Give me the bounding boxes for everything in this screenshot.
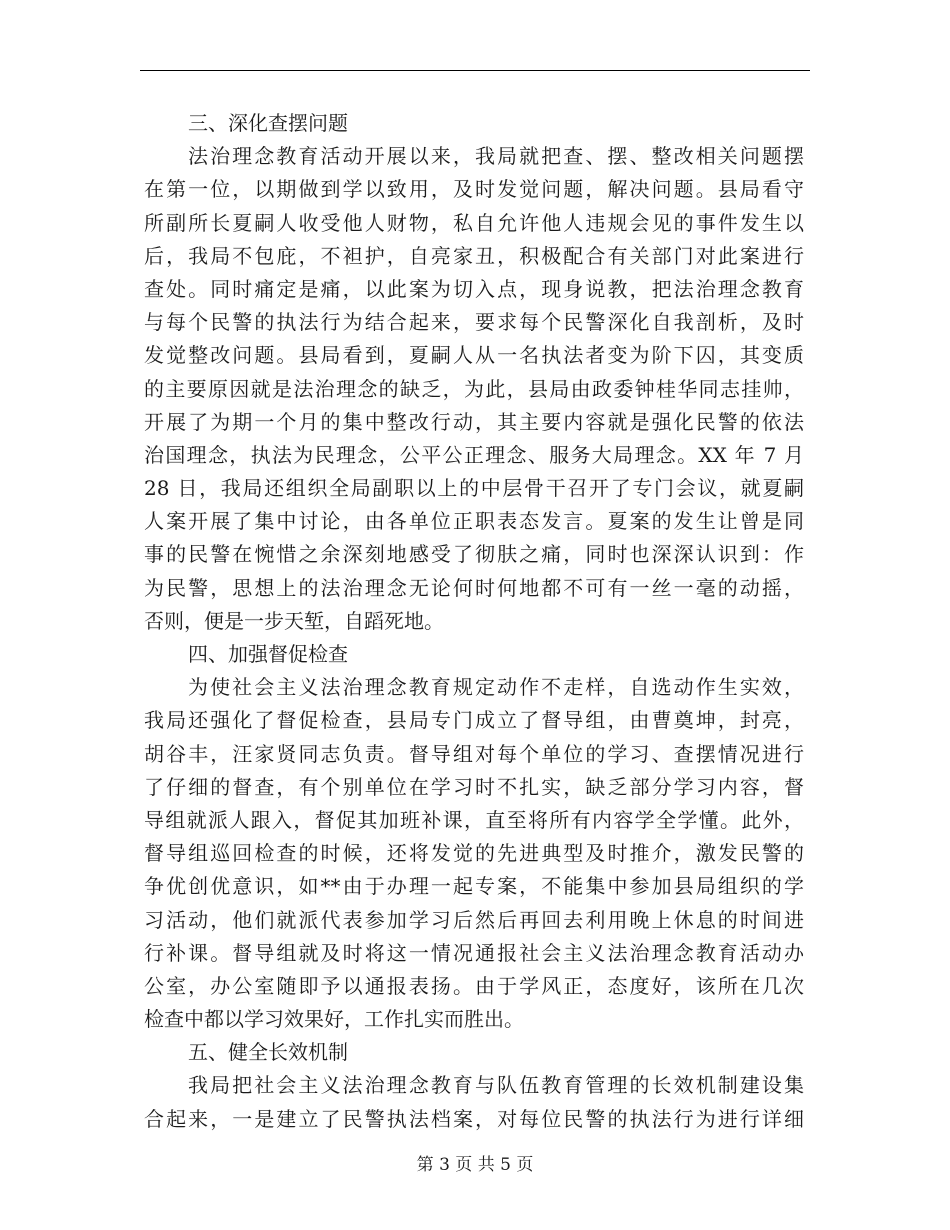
paragraph-line: 后，我局不包庇，不袒护，自亮家丑，积极配合有关部门对此案进行 bbox=[144, 243, 804, 268]
paragraph-line: 开展了为期一个月的集中整改行动，其主要内容就是强化民警的依法 bbox=[144, 409, 804, 434]
header-rule bbox=[140, 70, 810, 71]
paragraph-line: 了仔细的督查，有个别单位在学习时不扎实，缺乏部分学习内容，督 bbox=[144, 774, 804, 799]
section-heading: 四、加强督促检查 bbox=[188, 642, 348, 666]
paragraph-line: 为民警，思想上的法治理念无论何时何地都不可有一丝一毫的动摇， bbox=[144, 575, 804, 600]
paragraph-line: 事的民警在惋惜之余深刻地感受了彻肤之痛，同时也深深认识到：作 bbox=[144, 542, 804, 567]
paragraph-line: 导组就派人跟入，督促其加班补课，直至将所有内容学全学懂。此外， bbox=[144, 807, 804, 832]
paragraph-line: 争优创优意识，如**由于办理一起专案，不能集中参加县局组织的学 bbox=[144, 874, 804, 899]
section-heading: 五、健全长效机制 bbox=[188, 1040, 348, 1065]
paragraph-line: 查处。同时痛定是痛，以此案为切入点，现身说教，把法治理念教育 bbox=[144, 276, 804, 301]
paragraph-line: 为使社会主义法治理念教育规定动作不走样，自选动作生实效， bbox=[188, 675, 804, 700]
paragraph-line: 所副所长夏嗣人收受他人财物，私自允许他人违规会见的事件发生以 bbox=[144, 210, 804, 235]
paragraph-line: 合起来，一是建立了民警执法档案，对每位民警的执法行为进行详细 bbox=[144, 1106, 804, 1131]
paragraph-line: 的主要原因就是法治理念的缺乏，为此，县局由政委钟桂华同志挂帅， bbox=[144, 376, 804, 401]
page-footer: 第 3 页 共 5 页 bbox=[416, 1155, 534, 1175]
paragraph-line: 与每个民警的执法行为结合起来，要求每个民警深化自我剖析，及时 bbox=[144, 310, 804, 335]
paragraph-line: 检查中都以学习效果好，工作扎实而胜出。 bbox=[144, 1007, 524, 1032]
paragraph-line: 人案开展了集中讨论，由各单位正职表态发言。夏案的发生让曾是同 bbox=[144, 509, 804, 534]
paragraph-line: 在第一位，以期做到学以致用，及时发觉问题，解决问题。县局看守 bbox=[144, 177, 804, 202]
paragraph-line: 胡谷丰，汪家贤同志负责。督导组对每个单位的学习、查摆情况进行 bbox=[144, 741, 804, 766]
paragraph-line: 行补课。督导组就及时将这一情况通报社会主义法治理念教育活动办 bbox=[144, 940, 804, 965]
document-body bbox=[144, 107, 804, 1136]
section-heading: 三、深化查摆问题 bbox=[188, 111, 348, 135]
paragraph-line: 28 日，我局还组织全局副职以上的中层骨干召开了专门会议，就夏嗣 bbox=[144, 476, 804, 501]
paragraph-line: 我局还强化了督促检查，县局专门成立了督导组，由曹奠坤，封亮， bbox=[144, 708, 804, 733]
paragraph-line: 习活动，他们就派代表参加学习后然后再回去利用晚上休息的时间进 bbox=[144, 907, 804, 932]
paragraph-line: 治国理念，执法为民理念，公平公正理念、服务大局理念。XX 年 7 月 bbox=[144, 442, 804, 467]
paragraph-line: 法治理念教育活动开展以来，我局就把查、摆、整改相关问题摆 bbox=[188, 144, 804, 169]
paragraph-line: 否则，便是一步天堑，自蹈死地。 bbox=[144, 608, 444, 633]
paragraph-line: 我局把社会主义法治理念教育与队伍教育管理的长效机制建设集 bbox=[188, 1073, 804, 1098]
paragraph-line: 发觉整改问题。县局看到，夏嗣人从一名执法者变为阶下囚，其变质 bbox=[144, 343, 804, 368]
paragraph-line: 督导组巡回检查的时候，还将发觉的先进典型及时推介，激发民警的 bbox=[144, 841, 804, 866]
paragraph-line: 公室，办公室随即予以通报表扬。由于学风正，态度好，该所在几次 bbox=[144, 973, 804, 998]
